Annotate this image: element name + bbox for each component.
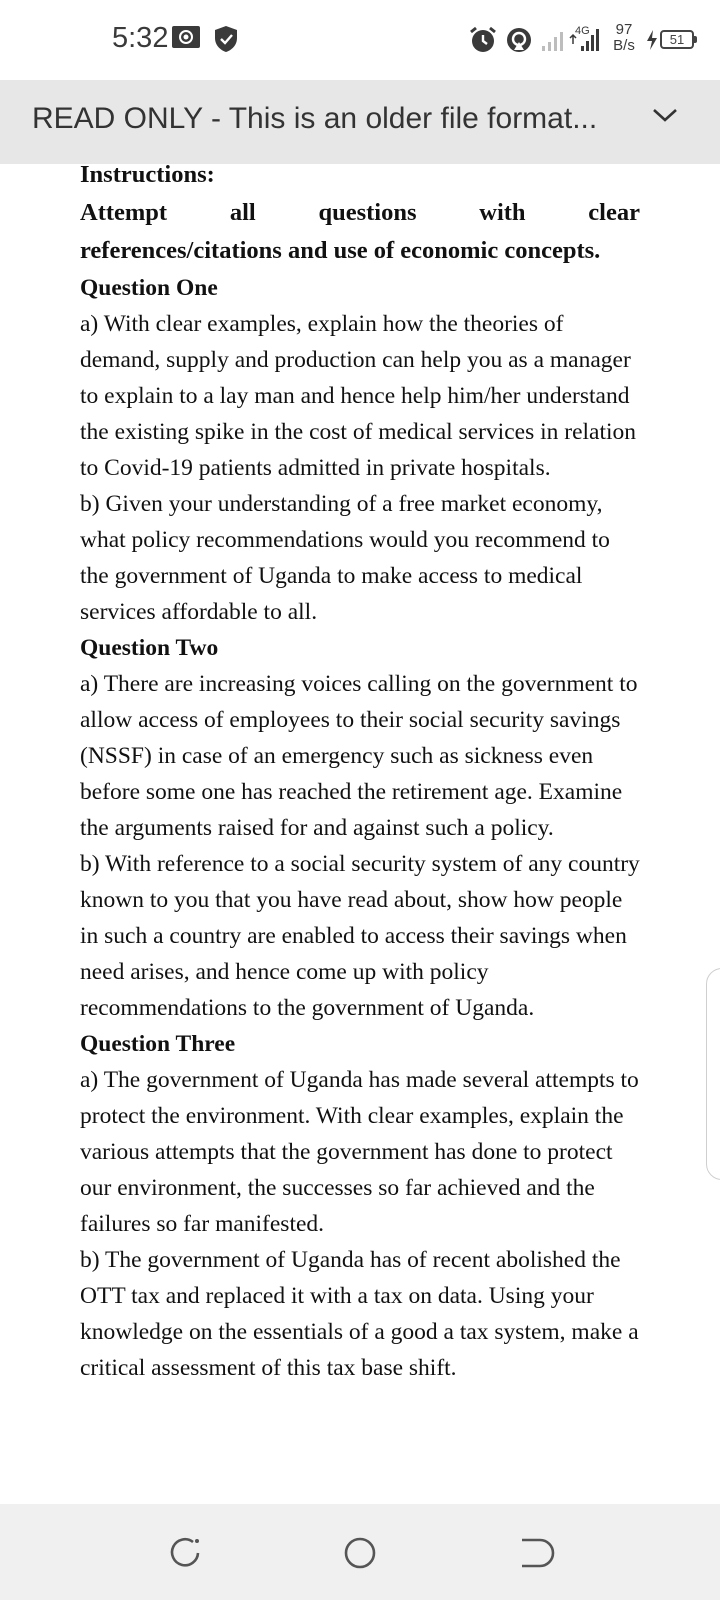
question-heading: Question Two (80, 635, 219, 661)
instruction-word: clear (588, 199, 640, 226)
instruction-word: all (229, 199, 256, 226)
clock-time: 5:32 (112, 22, 169, 54)
instruction-line: references/citations and use of economic concepts. (80, 237, 601, 264)
network-type-label: 4G (575, 25, 590, 37)
charging-icon (645, 29, 659, 51)
alarm-icon (469, 26, 497, 54)
instruction-word: questions (318, 199, 417, 226)
chevron-down-icon[interactable] (650, 105, 680, 125)
home-icon[interactable] (335, 1528, 385, 1578)
read-only-banner[interactable] (0, 80, 720, 164)
navigation-bar (0, 1504, 720, 1600)
question-part: b) With reference to a social security system of any country known to you that you have read about, show how people in such a country are enabled to access their savings when need arises, and hence come up with policy recommendations to the government of Uganda. (80, 851, 640, 1021)
question-part: a) There are increasing voices calling on the government to allow access of employees to their social security savings (NSSF) in case of an emergency such as sickness even before some one has reached the retirement age. Examine the arguments raised for and against such a policy. (80, 671, 638, 841)
scroll-handle[interactable] (706, 968, 720, 1180)
battery-icon: 51 (660, 30, 694, 49)
question-part: b) Given your understanding of a free market economy, what policy recommendations would you recommend to the government of Uganda to make access to medical services affordable to all. (80, 491, 610, 625)
document-body (80, 156, 640, 1386)
question-heading: Question Three (80, 1031, 236, 1057)
network-speed (606, 22, 642, 54)
question-part: a) With clear examples, explain how the theories of demand, supply and production can help you as a manager to explain to a lay man and hence help him/her understand the existing spike in the cost of medical services in relation to Covid-19 patients admitted in private hospitals. (80, 311, 637, 481)
question-heading: Question One (80, 275, 218, 301)
question-part: b) The government of Uganda has of recent abolished the OTT tax and replaced it with a tax on data. Using your knowledge on the essentials of a good a tax system, make a critical assessment of this tax base shift. (80, 1247, 639, 1381)
instruction-word: with (479, 199, 526, 226)
network-speed-unit: B/s (613, 37, 635, 54)
instruction-line (80, 194, 640, 232)
shield-icon (213, 25, 239, 53)
instruction-word: Attempt (80, 199, 168, 226)
back-icon[interactable] (510, 1528, 560, 1578)
network-speed-value: 97 (615, 21, 633, 38)
signal-icon (540, 24, 604, 52)
read-only-banner-text: READ ONLY - This is an older file format... (32, 102, 598, 135)
screen-record-icon (171, 25, 201, 49)
question-part: a) The government of Uganda has made several attempts to protect the environment. With clear examples, explain the various attempts that the government has done to protect our environment, the successes so far achieved and the failures so far manifested. (80, 1067, 639, 1237)
status-bar (0, 0, 720, 80)
instructions-heading: Instructions: (80, 161, 215, 188)
hotspot-icon (505, 26, 533, 54)
recent-apps-icon[interactable] (160, 1528, 210, 1578)
